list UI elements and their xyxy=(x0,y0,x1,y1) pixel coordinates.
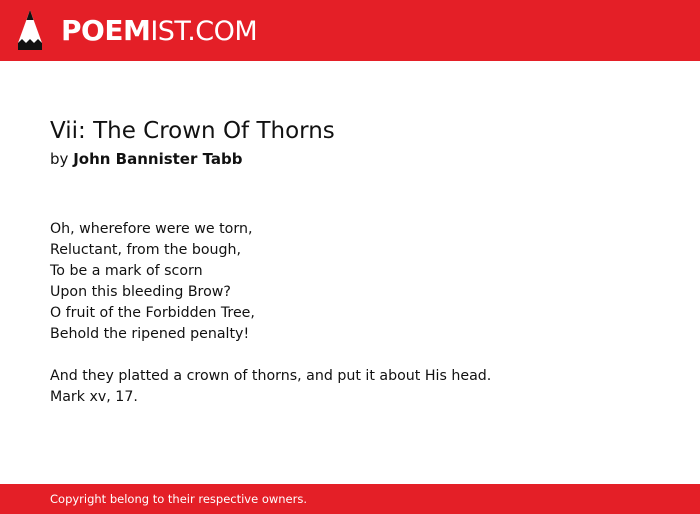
site-footer xyxy=(0,484,700,514)
pencil-tip-icon[interactable] xyxy=(16,9,44,51)
logo-text-regular: IST.COM xyxy=(150,16,258,47)
copyright-notice: Copyright belong to their respective owners. xyxy=(50,492,308,506)
site-logo-text[interactable] xyxy=(61,13,257,50)
logo-text-bold: POEM xyxy=(61,14,151,47)
poem-line: Reluctant, from the bough, xyxy=(50,242,242,258)
poem-byline xyxy=(50,149,670,169)
poem-line: O fruit of the Forbidden Tree, xyxy=(50,305,255,321)
poem-line: Oh, wherefore were we torn, xyxy=(50,221,253,237)
byline-prefix: by xyxy=(50,150,69,168)
poem-stanza xyxy=(50,219,670,345)
poem-author: John Bannister Tabb xyxy=(73,150,243,168)
poem-line: And they platted a crown of thorns, and put it about His head. xyxy=(50,368,492,384)
poem-line: Behold the ripened penalty! xyxy=(50,326,250,342)
poem-line: Mark xv, 17. xyxy=(50,389,138,405)
site-header xyxy=(0,0,700,61)
poem-body xyxy=(50,219,670,408)
poem-title: Vii: The Crown Of Thorns xyxy=(50,118,335,144)
poem-content xyxy=(50,115,670,408)
poem-line: Upon this bleeding Brow? xyxy=(50,284,231,300)
poem-line: To be a mark of scorn xyxy=(50,263,203,279)
poem-stanza xyxy=(50,366,670,408)
